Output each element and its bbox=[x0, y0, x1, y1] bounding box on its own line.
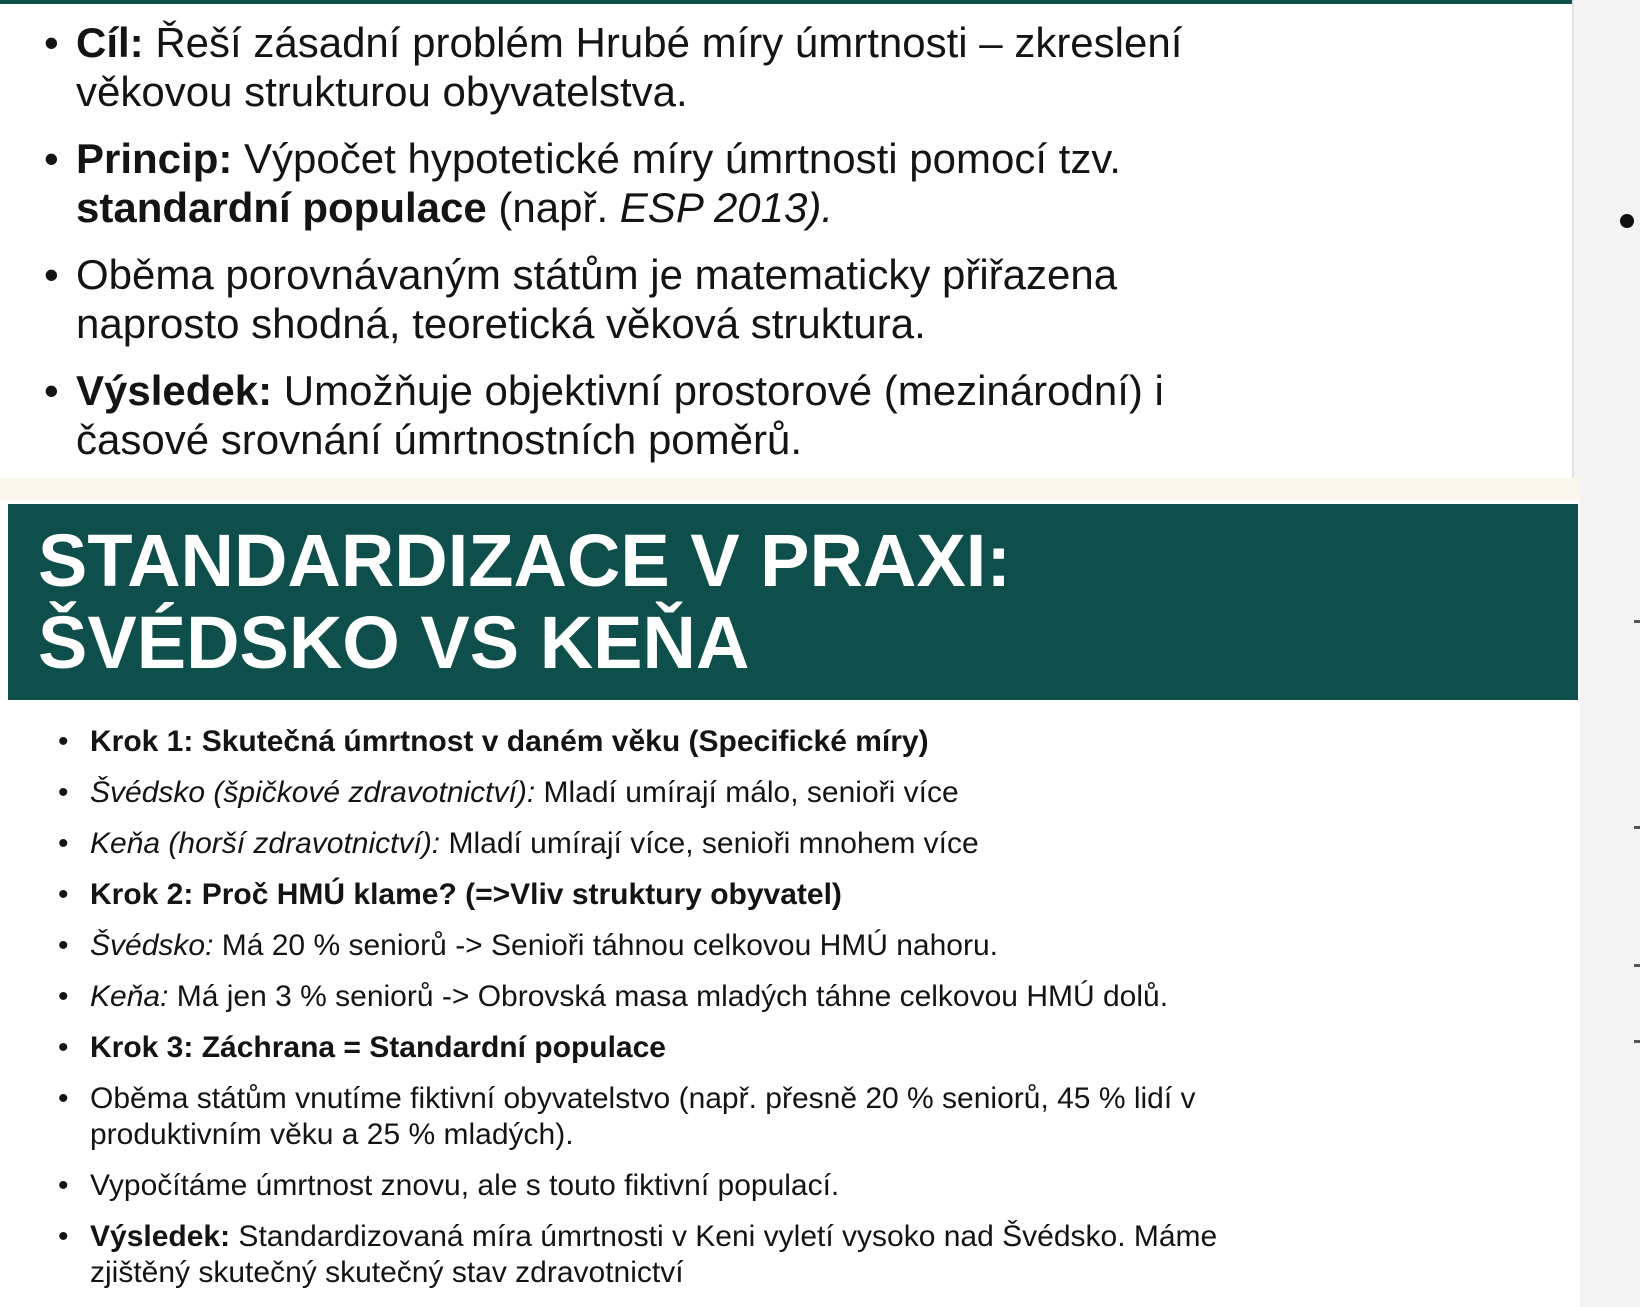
previous-slide-section bbox=[0, 0, 1572, 482]
list-item: • Vypočítáme úmrtnost znovu, ale s touto fiktivní populací. bbox=[58, 1168, 1518, 1204]
slide-separator bbox=[0, 478, 1580, 500]
standardization-slide bbox=[0, 500, 1580, 1307]
edge-tick-mark bbox=[1634, 1040, 1640, 1043]
list-item: • Švédsko (špičkové zdravotnictví): Mladí umírají málo, senioři více bbox=[58, 775, 1518, 811]
list-item: • Krok 3: Záchrana = Standardní populace bbox=[58, 1030, 1518, 1066]
title-banner bbox=[8, 504, 1578, 700]
edge-tick-mark bbox=[1634, 620, 1640, 623]
list-item: • Oběma porovnávaným státům je matematicky přiřazena naprosto shodná, teoretická věková struktura. bbox=[44, 250, 1544, 348]
list-item: • Keňa (horší zdravotnictví): Mladí umírají více, senioři mnohem více bbox=[58, 826, 1518, 862]
edge-tick-mark bbox=[1634, 826, 1640, 829]
list-item: • Krok 1: Skutečná úmrtnost v daném věku (Specifické míry) bbox=[58, 724, 1518, 760]
page-title: STANDARDIZACE V PRAXI: ŠVÉDSKO VS KEŇA bbox=[38, 519, 1011, 684]
header-rule bbox=[0, 0, 1572, 4]
edge-tick-mark bbox=[1634, 964, 1640, 967]
intro-bullet-list bbox=[44, 18, 1544, 482]
list-item: • Cíl: Řeší zásadní problém Hrubé míry úmrtnosti – zkreslení věkovou strukturou obyvatelstva. bbox=[44, 18, 1544, 116]
list-item: • Keňa: Má jen 3 % seniorů -> Obrovská masa mladých táhne celkovou HMÚ dolů. bbox=[58, 979, 1518, 1015]
adjacent-page-strip bbox=[1572, 0, 1640, 1307]
steps-bullet-list bbox=[58, 724, 1518, 1306]
list-item: • Výsledek: Standardizovaná míra úmrtnosti v Keni vyletí vysoko nad Švédsko. Máme zjištěný skutečný skutečný stav zdravotnictví bbox=[58, 1219, 1518, 1291]
bullet-dot-marker bbox=[1620, 214, 1634, 228]
list-item: • Krok 2: Proč HMÚ klame? (=>Vliv struktury obyvatel) bbox=[58, 877, 1518, 913]
list-item: • Výsledek: Umožňuje objektivní prostorové (mezinárodní) i časové srovnání úmrtnostních poměrů. bbox=[44, 366, 1544, 464]
list-item: • Oběma státům vnutíme fiktivní obyvatelstvo (např. přesně 20 % seniorů, 45 % lidí v produktivním věku a 25 % mladých). bbox=[58, 1081, 1518, 1153]
list-item: • Švédsko: Má 20 % seniorů -> Senioři táhnou celkovou HMÚ nahoru. bbox=[58, 928, 1518, 964]
list-item: • Princip: Výpočet hypotetické míry úmrtnosti pomocí tzv. standardní populace (např. ESP 2013). bbox=[44, 134, 1544, 232]
